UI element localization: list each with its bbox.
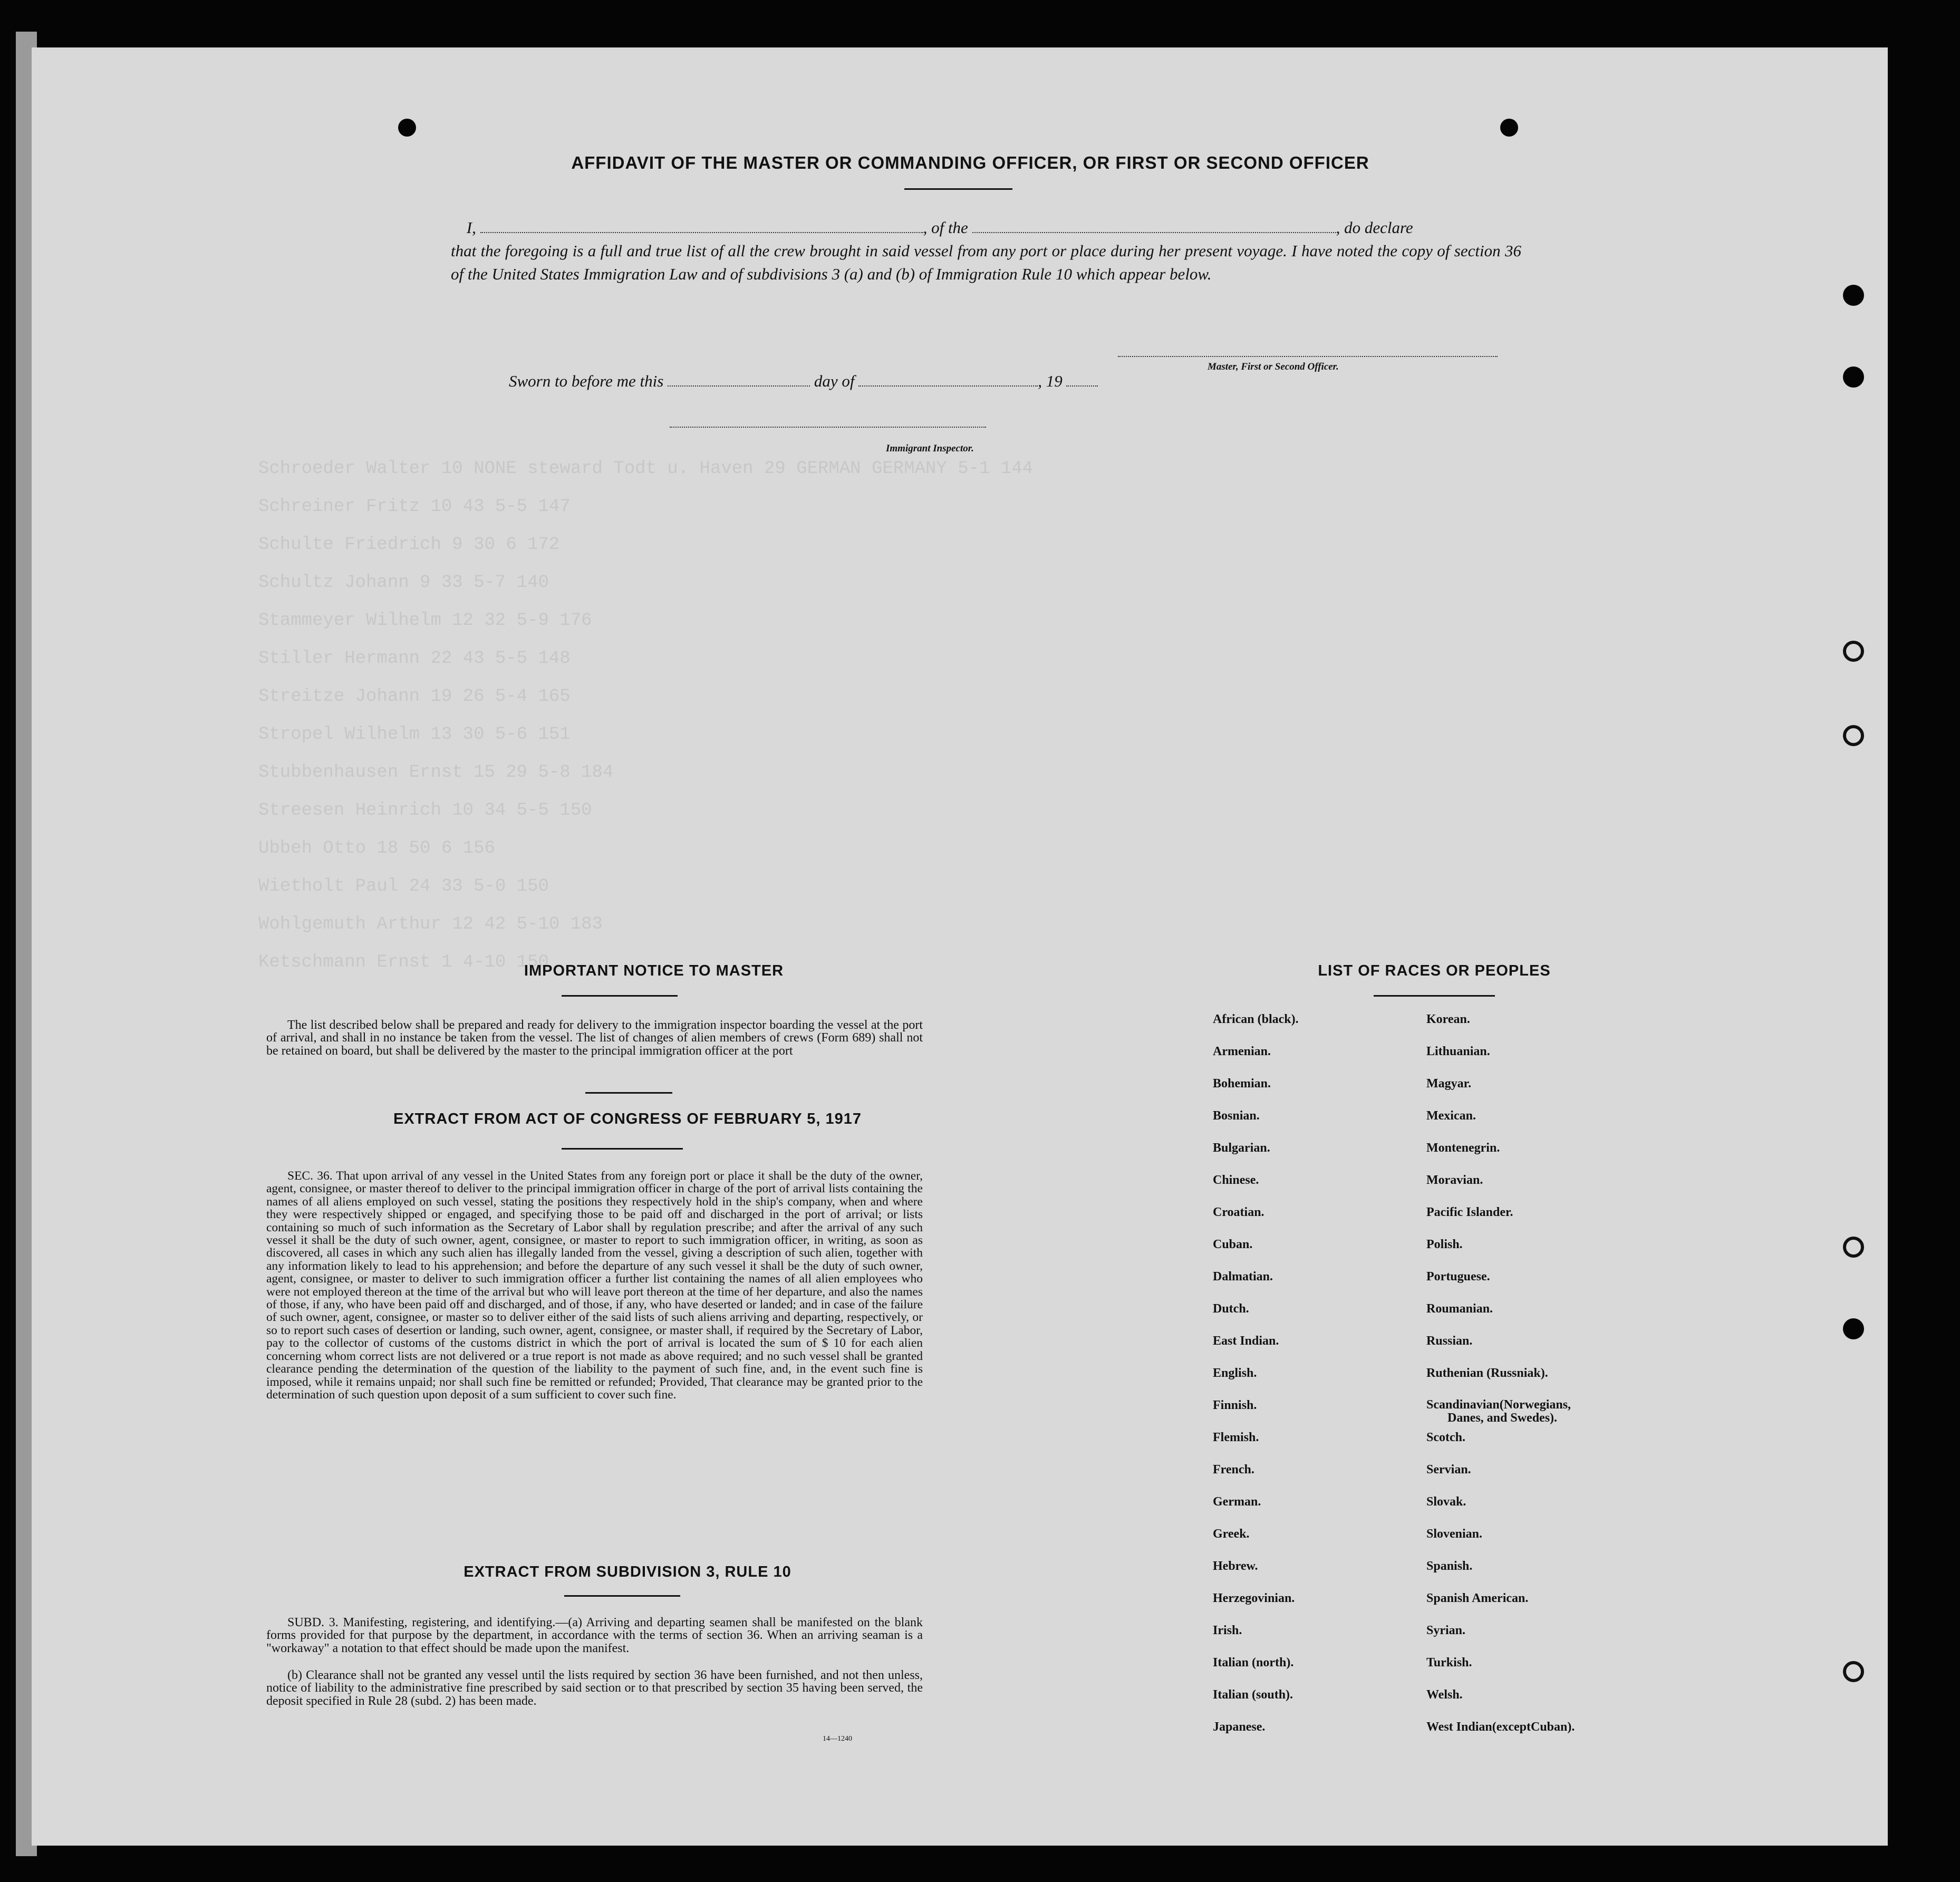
rule-para-a: SUBD. 3. Manifesting, registering, and identifying.—(a) Arriving and departing seamen shall be manifested on the blank forms provided for that purpose by the department, in accordance with the terms of section 36. When an arriving seaman is a "workaway" a notation to that effect should be made upon the manifest.: [266, 1616, 923, 1655]
race-item: Chinese.: [1213, 1173, 1259, 1187]
race-item: Magyar.: [1426, 1077, 1472, 1090]
punch-hole: [1843, 1237, 1864, 1258]
race-item: East Indian.: [1213, 1334, 1279, 1348]
race-item: Flemish.: [1213, 1431, 1259, 1444]
race-item: Bohemian.: [1213, 1077, 1271, 1090]
punch-hole: [1843, 1661, 1864, 1682]
sworn-line: [509, 372, 1098, 391]
act-extract-title: EXTRACT FROM ACT OF CONGRESS OF FEBRUARY 5, 1917: [393, 1111, 862, 1127]
race-item: Japanese.: [1213, 1720, 1266, 1734]
manifest-page: [32, 47, 1888, 1846]
race-item: Bulgarian.: [1213, 1141, 1270, 1155]
race-item: Hebrew.: [1213, 1559, 1258, 1573]
race-item: Portuguese.: [1426, 1270, 1490, 1283]
race-item: German.: [1213, 1495, 1261, 1509]
race-item: Mexican.: [1426, 1109, 1476, 1123]
race-item: Bosnian.: [1213, 1109, 1260, 1123]
race-item: Slovak.: [1426, 1495, 1466, 1509]
act-top-rule: [585, 1092, 672, 1094]
races-left-column: [1213, 1012, 1299, 1752]
rule-extract-rule: [564, 1595, 680, 1597]
race-item: Montenegrin.: [1426, 1141, 1500, 1155]
races-title: LIST OF RACES OR PEOPLES: [1318, 962, 1551, 979]
race-item: Ruthenian (Russniak).: [1426, 1366, 1548, 1380]
race-item: Italian (south).: [1213, 1688, 1293, 1702]
inspector-signature-line: [670, 426, 986, 428]
race-item: Spanish American.: [1426, 1591, 1529, 1605]
race-item: Welsh.: [1426, 1688, 1463, 1702]
race-item: English.: [1213, 1366, 1257, 1380]
race-item-line: Danes, and Swedes).: [1447, 1411, 1558, 1425]
race-item: African (black).: [1213, 1012, 1299, 1026]
race-item: Dutch.: [1213, 1302, 1249, 1316]
sworn-year-field[interactable]: [1066, 372, 1098, 387]
race-item: Lithuanian.: [1426, 1045, 1490, 1058]
signature-caption: Master, First or Second Officer.: [1208, 361, 1339, 372]
punch-hole: [1500, 119, 1518, 137]
sworn-label: Sworn to before me this: [509, 372, 664, 390]
punch-hole: [1843, 366, 1864, 388]
punch-hole: [1843, 725, 1864, 746]
race-item: Herzegovinian.: [1213, 1591, 1295, 1605]
race-item: West Indian(exceptCuban).: [1426, 1720, 1575, 1734]
do-declare-label: , do declare: [1336, 218, 1413, 237]
race-item: Syrian.: [1426, 1624, 1466, 1637]
punch-hole: [1843, 285, 1864, 306]
race-item: Scotch.: [1426, 1431, 1465, 1444]
rule-para-b: (b) Clearance shall not be granted any vessel until the lists required by section 36 have been furnished, and not then unless, notice of liability to the administrative fine prescribed by said section or to that prescribed by section 35 having been served, the deposit specified in Rule 28 (subd. 2) has been made.: [266, 1668, 923, 1708]
race-item: Moravian.: [1426, 1173, 1483, 1187]
race-item: Servian.: [1426, 1463, 1471, 1476]
race-item: Dalmatian.: [1213, 1270, 1273, 1283]
act-bottom-rule: [562, 1148, 683, 1150]
race-item: Croatian.: [1213, 1205, 1264, 1219]
declaration-block: [451, 216, 1521, 286]
race-item-line: Scandinavian(Norwegians,: [1426, 1398, 1571, 1412]
race-item: Armenian.: [1213, 1045, 1271, 1058]
race-item: Spanish.: [1426, 1559, 1473, 1573]
race-item: Russian.: [1426, 1334, 1473, 1348]
race-item: Irish.: [1213, 1624, 1242, 1637]
races-rule: [1374, 995, 1495, 997]
punch-hole: [1843, 1318, 1864, 1339]
inspector-caption: Immigrant Inspector.: [886, 443, 974, 454]
act-extract-text: SEC. 36. That upon arrival of any vessel in the United States from any foreign port or place it shall be the duty of the owner, agent, consignee, or master thereof to deliver to the principal immigration officer in charge of the port of arrival lists containing the names of all aliens employed on such vessel, stating the positions they respectively hold in the ship's company, when and where they were respectively shipped or engaged, and specifying those to be paid off and discharged in the port of arrival; or lists containing so much of such information as the Secretary of Labor shall by regulation prescribe; and after the arrival of any such vessel it shall be the duty of such owner, agent, consignee, or master to report to such immigration officer, in writing, as soon as discovered, all cases in which any such alien has illegally landed from the vessel, giving a description of such alien, together with any information likely to lead to his apprehension; and before the departure of any such vessel it shall be the duty of such owner, agent, consignee, or master to deliver to such immigration officer a further list containing the names of all alien employees who were not employed thereon at the time of the arrival but who will leave port thereon at the time of her departure, and also the names of those, if any, who have been paid off and discharged, and of those, if any, who have deserted or landed; and in case of the failure of such owner, agent, consignee, or master so to deliver either of the said lists of such aliens arriving and departing, respectively, or so to report such cases of desertion or landing, such owner, agent, consignee, or master shall, if required by the Secretary of Labor, pay to the collector of customs of the customs district in which the port of arrival is located the sum of $ 10 for each alien concerning whom correct lists are not delivered or a true report is not made as above required; and no such vessel shall be granted clearance pending the determination of the question of the liability to the payment of such fine, and, in the event such fine is imposed, while it remains unpaid; nor shall such fine be remitted or refunded; Provided, That clearance may be granted prior to the determination of such question upon deposit of a sum sufficient to cover such fine.: [266, 1169, 923, 1402]
rule-extract-title: EXTRACT FROM SUBDIVISION 3, RULE 10: [464, 1563, 791, 1580]
race-item: French.: [1213, 1463, 1254, 1476]
race-item: Cuban.: [1213, 1238, 1253, 1251]
notice-title: IMPORTANT NOTICE TO MASTER: [524, 962, 784, 979]
day-of-label: day of: [814, 372, 855, 390]
year-prefix: , 19: [1038, 372, 1063, 390]
declarant-prefix: I,: [466, 218, 476, 237]
declarant-name-field[interactable]: [480, 218, 923, 233]
punch-hole: [1843, 641, 1864, 662]
vessel-name-field[interactable]: [972, 218, 1336, 233]
races-right-column: [1426, 1012, 1575, 1752]
title-rule: [904, 188, 1012, 190]
reverse-side-bleed-through: Schroeder Walter 10 NONE steward Todt u. Haven 29 GERMAN GERMANY 5-1 144 Schreiner Fritz 10 43 5-5 147 Schulte Friedrich 9 30 6 172 Schultz Johann 9 33 5-7 140 Stammeyer Wilhelm 12 32 5-9 176 Stiller Hermann 22 43 5-5 148 Streitze Johann 19 26 5-4 165 Stropel Wilhelm 13 30 5-6 151 Stubbenhausen Ernst 15 29 5-8 184 Streesen Heinrich 10 34 5-5 150 Ubbeh Otto 18 50 6 156 Wietholt Paul 24 33 5-0 150 Wohlgemuth Arthur 12 42 5-10 183 Ketschmann Ernst 1 4-10 150: [258, 459, 1034, 972]
race-item: Turkish.: [1426, 1656, 1472, 1669]
notice-rule: [562, 995, 678, 997]
notice-text: The list described below shall be prepared and ready for delivery to the immigration inspector boarding the vessel at the port of arrival, and shall in no instance be taken from the vessel. The list of changes of alien members of crews (Form 689) shall not be retained on board, but shall be delivered by the master to the principal immigration officer at the port: [266, 1018, 923, 1058]
of-the-label: , of the: [923, 218, 968, 237]
declaration-text: that the foregoing is a full and true list of all the crew brought in said vessel from any port or place during her present voyage. I have noted the copy of section 36 of the United States Immigration Law and of subdivisions 3 (a) and (b) of Immigration Rule 10 which appear below.: [451, 242, 1521, 283]
race-item: Roumanian.: [1426, 1302, 1493, 1316]
race-item: Greek.: [1213, 1527, 1250, 1541]
sworn-date-field[interactable]: [668, 372, 810, 387]
race-item: Polish.: [1426, 1238, 1463, 1251]
race-item: Pacific Islander.: [1426, 1205, 1513, 1219]
race-item: Italian (north).: [1213, 1656, 1294, 1669]
race-item: Finnish.: [1213, 1398, 1257, 1412]
punch-hole: [398, 119, 416, 137]
sworn-month-field[interactable]: [858, 372, 1038, 387]
affidavit-title: AFFIDAVIT OF THE MASTER OR COMMANDING OFFICER, OR FIRST OR SECOND OFFICER: [571, 153, 1369, 172]
form-number: 14—1240: [823, 1735, 852, 1743]
signature-line: [1118, 355, 1498, 357]
race-item: [1426, 1398, 1575, 1431]
race-item: Slovenian.: [1426, 1527, 1483, 1541]
race-item: Korean.: [1426, 1012, 1470, 1026]
